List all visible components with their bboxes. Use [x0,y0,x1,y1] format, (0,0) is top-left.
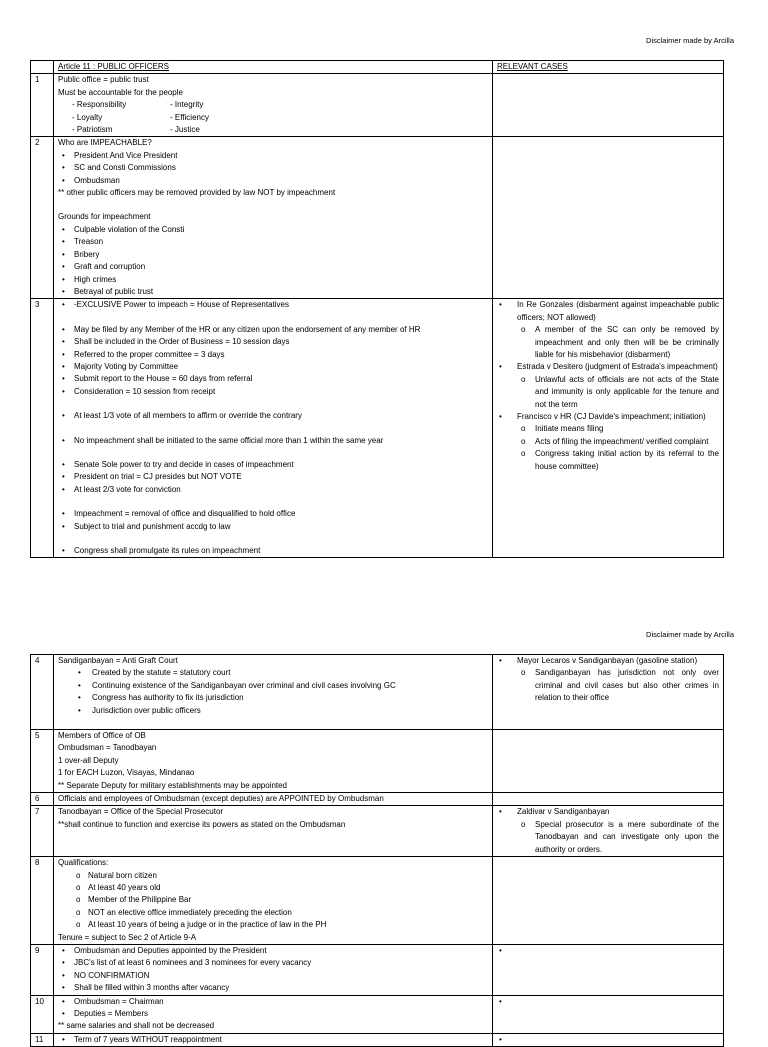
bullet-list [58,459,488,496]
bullet-list [58,996,488,1021]
case-subitem: o A member of the SC can only be removed by impeachment and only then will be be criminally liable for his misbehavior (disbarment) [497,324,719,361]
case-subitem: o Congress taking initial action by its referral to the house committee) [497,448,719,473]
row-number: 4 [31,655,54,730]
row-text: Qualifications: [58,858,109,868]
case-subitem: o Initiate means filing [497,423,719,435]
value-text: - Integrity [170,100,204,110]
row-text: ** same salaries and shall not be decreased [58,1021,215,1031]
table-ombudsman [30,654,724,1047]
header-cases [493,61,724,74]
case-subitem: o Sandiganbayan has jurisdiction not only over criminal and civil cases but also other crimes in relation to their office [497,667,719,704]
list-item: • May be filed by any Member of the HR or any citizen upon the endorsement of any member of HR [58,324,488,336]
case-list [497,655,719,705]
list-item: • Ombudsman = Chairman [58,996,488,1008]
row-text: 1 for EACH Luzon, Visayas, Mindanao [58,768,195,778]
list-item: o NOT an elective office immediately preceding the election [58,907,488,919]
cases-cell [493,730,724,793]
bullet-list [58,545,488,557]
row-content [54,857,493,945]
row-text: Ombudsman = Tanodbayan [58,743,157,753]
table-row [31,995,724,1033]
table-row [31,299,724,558]
cases-cell [493,1033,724,1046]
list-item: • Referred to the proper committee = 3 days [58,349,488,361]
list-item: • Majority Voting by Committee [58,361,488,373]
list-item: o At least 40 years old [58,882,488,894]
list-item: • President on trial = CJ presides but NOT VOTE [58,471,488,483]
list-item: • Congress has authority to fix its jurisdiction [58,692,488,704]
disclaimer-top: Disclaimer made by Arcilla [646,36,734,45]
list-item: • Consideration = 10 session from receipt [58,386,488,398]
row-content [54,74,493,137]
table-row [31,730,724,793]
cases-cell [493,137,724,299]
row-text: Tanodbayan = Office of the Special Prosecutor [58,807,224,817]
cases-cell [493,655,724,730]
case-subitem: o Acts of filing the impeachment/ verified complaint [497,436,719,448]
bullet-list [58,945,488,995]
bullet-list [58,1034,488,1046]
row-text: Tenure = subject to Sec 2 of Article 9-A [58,932,197,942]
list-item: • Shall be included in the Order of Business = 10 session days [58,336,488,348]
case-subitem: o Special prosecutor is a mere subordinate of the Tanodbayan and can investigate only upon the authority or orders. [497,819,719,856]
list-item: • Deputies = Members [58,1008,488,1020]
list-item: • At least 2/3 vote for conviction [58,484,488,496]
row-text: Sandiganbayan = Anti Graft Court [58,656,178,665]
row-text: Who are IMPEACHABLE? [58,138,152,148]
list-item: • JBC's list of at least 6 nominees and 3 nominees for every vacancy [58,957,488,969]
list-item: • Graft and corruption [58,261,488,273]
row-text: ** Separate Deputy for military establishments may be appointed [58,780,288,790]
list-item: • High crimes [58,274,488,286]
cases-cell [493,806,724,857]
row-text: 1 over-all Deputy [58,755,119,765]
list-item: o At least 10 years of being a judge or in the practice of law in the PH [58,919,488,931]
value-text: - Responsibility [72,100,127,110]
cases-cell [493,857,724,945]
list-item: • NO CONFIRMATION [58,970,488,982]
row-text: Officials and employees of Ombudsman (except deputies) are APPOINTED by Ombudsman [58,794,384,804]
list-item: • Ombudsman and Deputies appointed by the President [58,945,488,957]
row-text: Grounds for impeachment [58,212,151,222]
list-item: • Bribery [58,249,488,261]
values-grid [58,99,488,136]
list-item: • Shall be filled within 3 months after vacancy [58,982,488,994]
row-content [54,806,493,857]
row-text: Must be accountable for the people [58,87,183,97]
case-item: • Francisco v HR (CJ Davide's impeachment; initiation) [497,411,719,423]
bullet-list [58,667,488,717]
list-item: • Senate Sole power to try and decide in cases of impeachment [58,459,488,471]
bullet-list [58,324,488,398]
cases-cell [493,74,724,137]
row-number: 3 [31,299,54,558]
list-item: • President And Vice President [58,150,488,162]
list-item: • Treason [58,236,488,248]
table-row [31,74,724,137]
list-item: • Jurisdiction over public officers [58,705,488,717]
bullet-list [58,410,488,422]
table-row [31,857,724,945]
table-row [31,806,724,857]
row-text: Members of Office of OB [58,731,146,741]
row-text: Public office = public trust [58,75,149,85]
table-row [31,137,724,299]
bullet-list [58,150,488,187]
row-number: 1 [31,74,54,137]
table-row [31,793,724,806]
row-text: ** other public officers may be removed provided by law NOT by impeachment [58,188,336,198]
bullet-list [58,508,488,533]
row-number: 8 [31,857,54,945]
row-content [54,655,493,730]
row-number: 6 [31,793,54,806]
list-item: • Ombudsman [58,175,488,187]
list-item: • -EXCLUSIVE Power to impeach = House of Representatives [58,299,488,311]
row-number: 10 [31,995,54,1033]
list-item: • SC and Consti Commissions [58,162,488,174]
list-item: • Impeachment = removal of office and disqualified to hold office [58,508,488,520]
row-content [54,730,493,793]
case-subitem: o Unlawful acts of officials are not acts of the State and immunity is only applicable for the tenure and not the term [497,374,719,411]
value-text: - Efficiency [170,112,209,122]
row-content [54,299,493,558]
bullet-list [58,435,488,447]
bullet-list [58,224,488,298]
row-number: 2 [31,137,54,299]
case-item: • Zaldivar v Sandiganbayan [497,806,719,818]
row-number: 7 [31,806,54,857]
disclaimer-second-page: Disclaimer made by Arcilla [646,630,734,639]
row-content [54,995,493,1033]
num-cell [31,61,54,74]
table-public-officers [30,60,724,558]
table-row [31,944,724,995]
case-item: • Estrada v Desitero (judgment of Estrada's impeachment) [497,361,719,373]
value-text: - Loyalty [72,112,103,122]
table-row [31,1033,724,1046]
case-list [497,806,719,856]
list-item: • Created by the statute = statutory court [58,667,488,679]
value-text: - Justice [170,125,200,135]
qualification-list [58,870,488,932]
list-item: • At least 1/3 vote of all members to affirm or override the contrary [58,410,488,422]
header-cases-text: RELEVANT CASES [497,62,568,71]
list-item: • No impeachment shall be initiated to the same official more than 1 within the same year [58,435,488,447]
list-item: • Submit report to the House = 60 days from referral [58,373,488,385]
header-article-text: Article 11 : PUBLIC OFFICERS [58,62,169,71]
case-list [497,299,719,473]
list-item: • Culpable violation of the Consti [58,224,488,236]
case-item: • In Re Gonzales (disbarment against impeachable public officers; NOT allowed) [497,299,719,324]
list-item: • Continuing existence of the Sandiganbayan over criminal and civil cases involving GC [58,680,488,692]
list-item: o Member of the Philippine Bar [58,894,488,906]
table-header-row [31,61,724,74]
cases-cell [493,944,724,995]
cases-cell [493,299,724,558]
list-item: • Betrayal of public trust [58,286,488,298]
bullet-list [58,299,488,311]
cases-cell [493,995,724,1033]
list-item: • Subject to trial and punishment accdg to law [58,521,488,533]
row-text: **shall continue to function and exercise its powers as stated on the Ombudsman [58,819,346,829]
list-item: • Term of 7 years WITHOUT reappointment [58,1034,488,1046]
header-article [54,61,493,74]
list-item: • Congress shall promulgate its rules on impeachment [58,545,488,557]
table-row [31,655,724,730]
row-content [54,944,493,995]
case-item: • Mayor Lecaros v Sandiganbayan (gasoline station) [497,655,719,667]
list-item: o Natural born citizen [58,870,488,882]
row-content [54,1033,493,1046]
row-number: 11 [31,1033,54,1046]
cases-cell [493,793,724,806]
row-content [54,793,493,806]
row-number: 9 [31,944,54,995]
value-text: - Patriotism [72,125,113,135]
row-content [54,137,493,299]
row-number: 5 [31,730,54,793]
